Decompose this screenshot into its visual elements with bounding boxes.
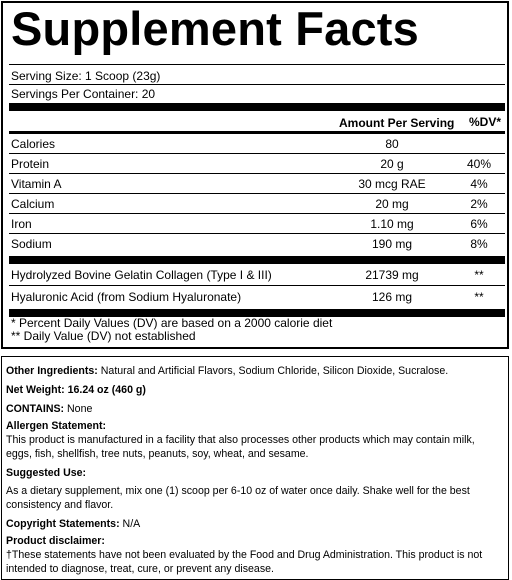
ingredient-amount: 126 mg bbox=[371, 290, 413, 304]
nutrient-amount: 190 mg bbox=[371, 237, 413, 251]
ingredient-row bbox=[9, 286, 505, 308]
serving-divider bbox=[9, 84, 505, 85]
net-weight bbox=[6, 384, 146, 397]
header-thick-rule bbox=[9, 103, 505, 111]
suggested-use-heading bbox=[6, 467, 86, 480]
allergen-text-line-2: eggs, fish, shellfish, tree nuts, peanuts, soy, wheat, and sesame. bbox=[6, 448, 309, 460]
other-ingredients-label: Other Ingredients: bbox=[6, 365, 98, 377]
suggested-use-label: Suggested Use: bbox=[6, 467, 87, 479]
ingredient-dv: ** bbox=[474, 268, 484, 282]
product-info-panel bbox=[1, 356, 509, 580]
ingredient-row bbox=[9, 264, 505, 286]
disclaimer-label: Product disclaimer: bbox=[6, 535, 105, 547]
copyright-label: Copyright Statements: bbox=[6, 518, 120, 530]
nutrient-dv: 8% bbox=[470, 237, 488, 251]
nutrient-name: Vitamin A bbox=[11, 177, 62, 191]
nutrient-dv: 4% bbox=[470, 177, 488, 191]
other-ingredients bbox=[6, 365, 448, 378]
other-ingredients-text: Natural and Artificial Flavors, Sodium Chloride, Silicon Dioxide, Sucralose. bbox=[97, 365, 449, 377]
nutrient-amount: 80 bbox=[385, 137, 399, 151]
nutrient-name: Iron bbox=[11, 217, 32, 231]
contains bbox=[6, 403, 92, 416]
contains-value: None bbox=[64, 403, 93, 415]
nutrient-amount: 30 mcg RAE bbox=[358, 177, 426, 191]
allergen-text-line-1: This product is manufactured in a facility that also processes other products which may contain milk, bbox=[6, 434, 475, 446]
nutrient-row bbox=[9, 134, 505, 154]
disclaimer-line-1: †These statements have not been evaluated by the Food and Drug Administration. This product is not bbox=[6, 549, 483, 561]
nutrient-name: Protein bbox=[11, 157, 50, 171]
ingredient-name: Hydrolyzed Bovine Gelatin Collagen (Type I & III) bbox=[11, 268, 272, 282]
nutrient-name: Calories bbox=[11, 137, 56, 151]
servings-per-container: Servings Per Container: 20 bbox=[11, 87, 156, 101]
nutrient-name: Sodium bbox=[11, 237, 52, 251]
title-divider bbox=[9, 64, 505, 65]
serving-size: Serving Size: 1 Scoop (23g) bbox=[11, 69, 161, 83]
section-thick-rule bbox=[9, 256, 505, 264]
allergen-label: Allergen Statement: bbox=[6, 420, 107, 432]
nutrient-dv: 6% bbox=[470, 217, 488, 231]
nutrient-amount: 20 mg bbox=[375, 197, 409, 211]
contains-label: CONTAINS: bbox=[6, 403, 65, 415]
nutrient-amount: 1.10 mg bbox=[370, 217, 414, 231]
daily-value-header: %DV* bbox=[469, 115, 502, 129]
nutrient-row bbox=[9, 174, 505, 194]
net-weight-value: 16.24 oz (460 g) bbox=[64, 384, 146, 396]
ingredient-amount: 21739 mg bbox=[365, 268, 419, 282]
nutrient-row bbox=[9, 154, 505, 174]
copyright-value: N/A bbox=[119, 518, 141, 530]
nutrient-name: Calcium bbox=[11, 197, 55, 211]
copyright-statement bbox=[6, 518, 140, 531]
ingredient-name: Hyaluronic Acid (from Sodium Hyaluronate) bbox=[11, 290, 242, 304]
nutrient-dv: 2% bbox=[470, 197, 488, 211]
panel-title: Supplement Facts bbox=[11, 2, 420, 55]
nutrient-amount: 20 g bbox=[380, 157, 404, 171]
footnote-not-established: ** Daily Value (DV) not established bbox=[11, 329, 196, 343]
net-weight-label: Net Weight: bbox=[6, 384, 65, 396]
nutrient-row bbox=[9, 194, 505, 214]
supplement-facts-panel bbox=[1, 1, 509, 349]
allergen-heading bbox=[6, 420, 106, 433]
suggested-use-line-1: As a dietary supplement, mix one (1) scoop per 6-10 oz of water once daily. Shake well for the best bbox=[6, 485, 470, 497]
nutrient-row bbox=[9, 234, 505, 255]
nutrient-row bbox=[9, 214, 505, 234]
nutrient-dv: 40% bbox=[466, 157, 492, 171]
ingredient-dv: ** bbox=[474, 290, 484, 304]
disclaimer-line-2: intended to diagnose, treat, cure, or prevent any disease. bbox=[6, 563, 274, 575]
suggested-use-line-2: consistency and flavor. bbox=[6, 499, 114, 511]
disclaimer-heading bbox=[6, 535, 105, 548]
amount-per-serving-header: Amount Per Serving bbox=[339, 116, 455, 130]
footnote-dv: * Percent Daily Values (DV) are based on a 2000 calorie diet bbox=[11, 316, 333, 330]
